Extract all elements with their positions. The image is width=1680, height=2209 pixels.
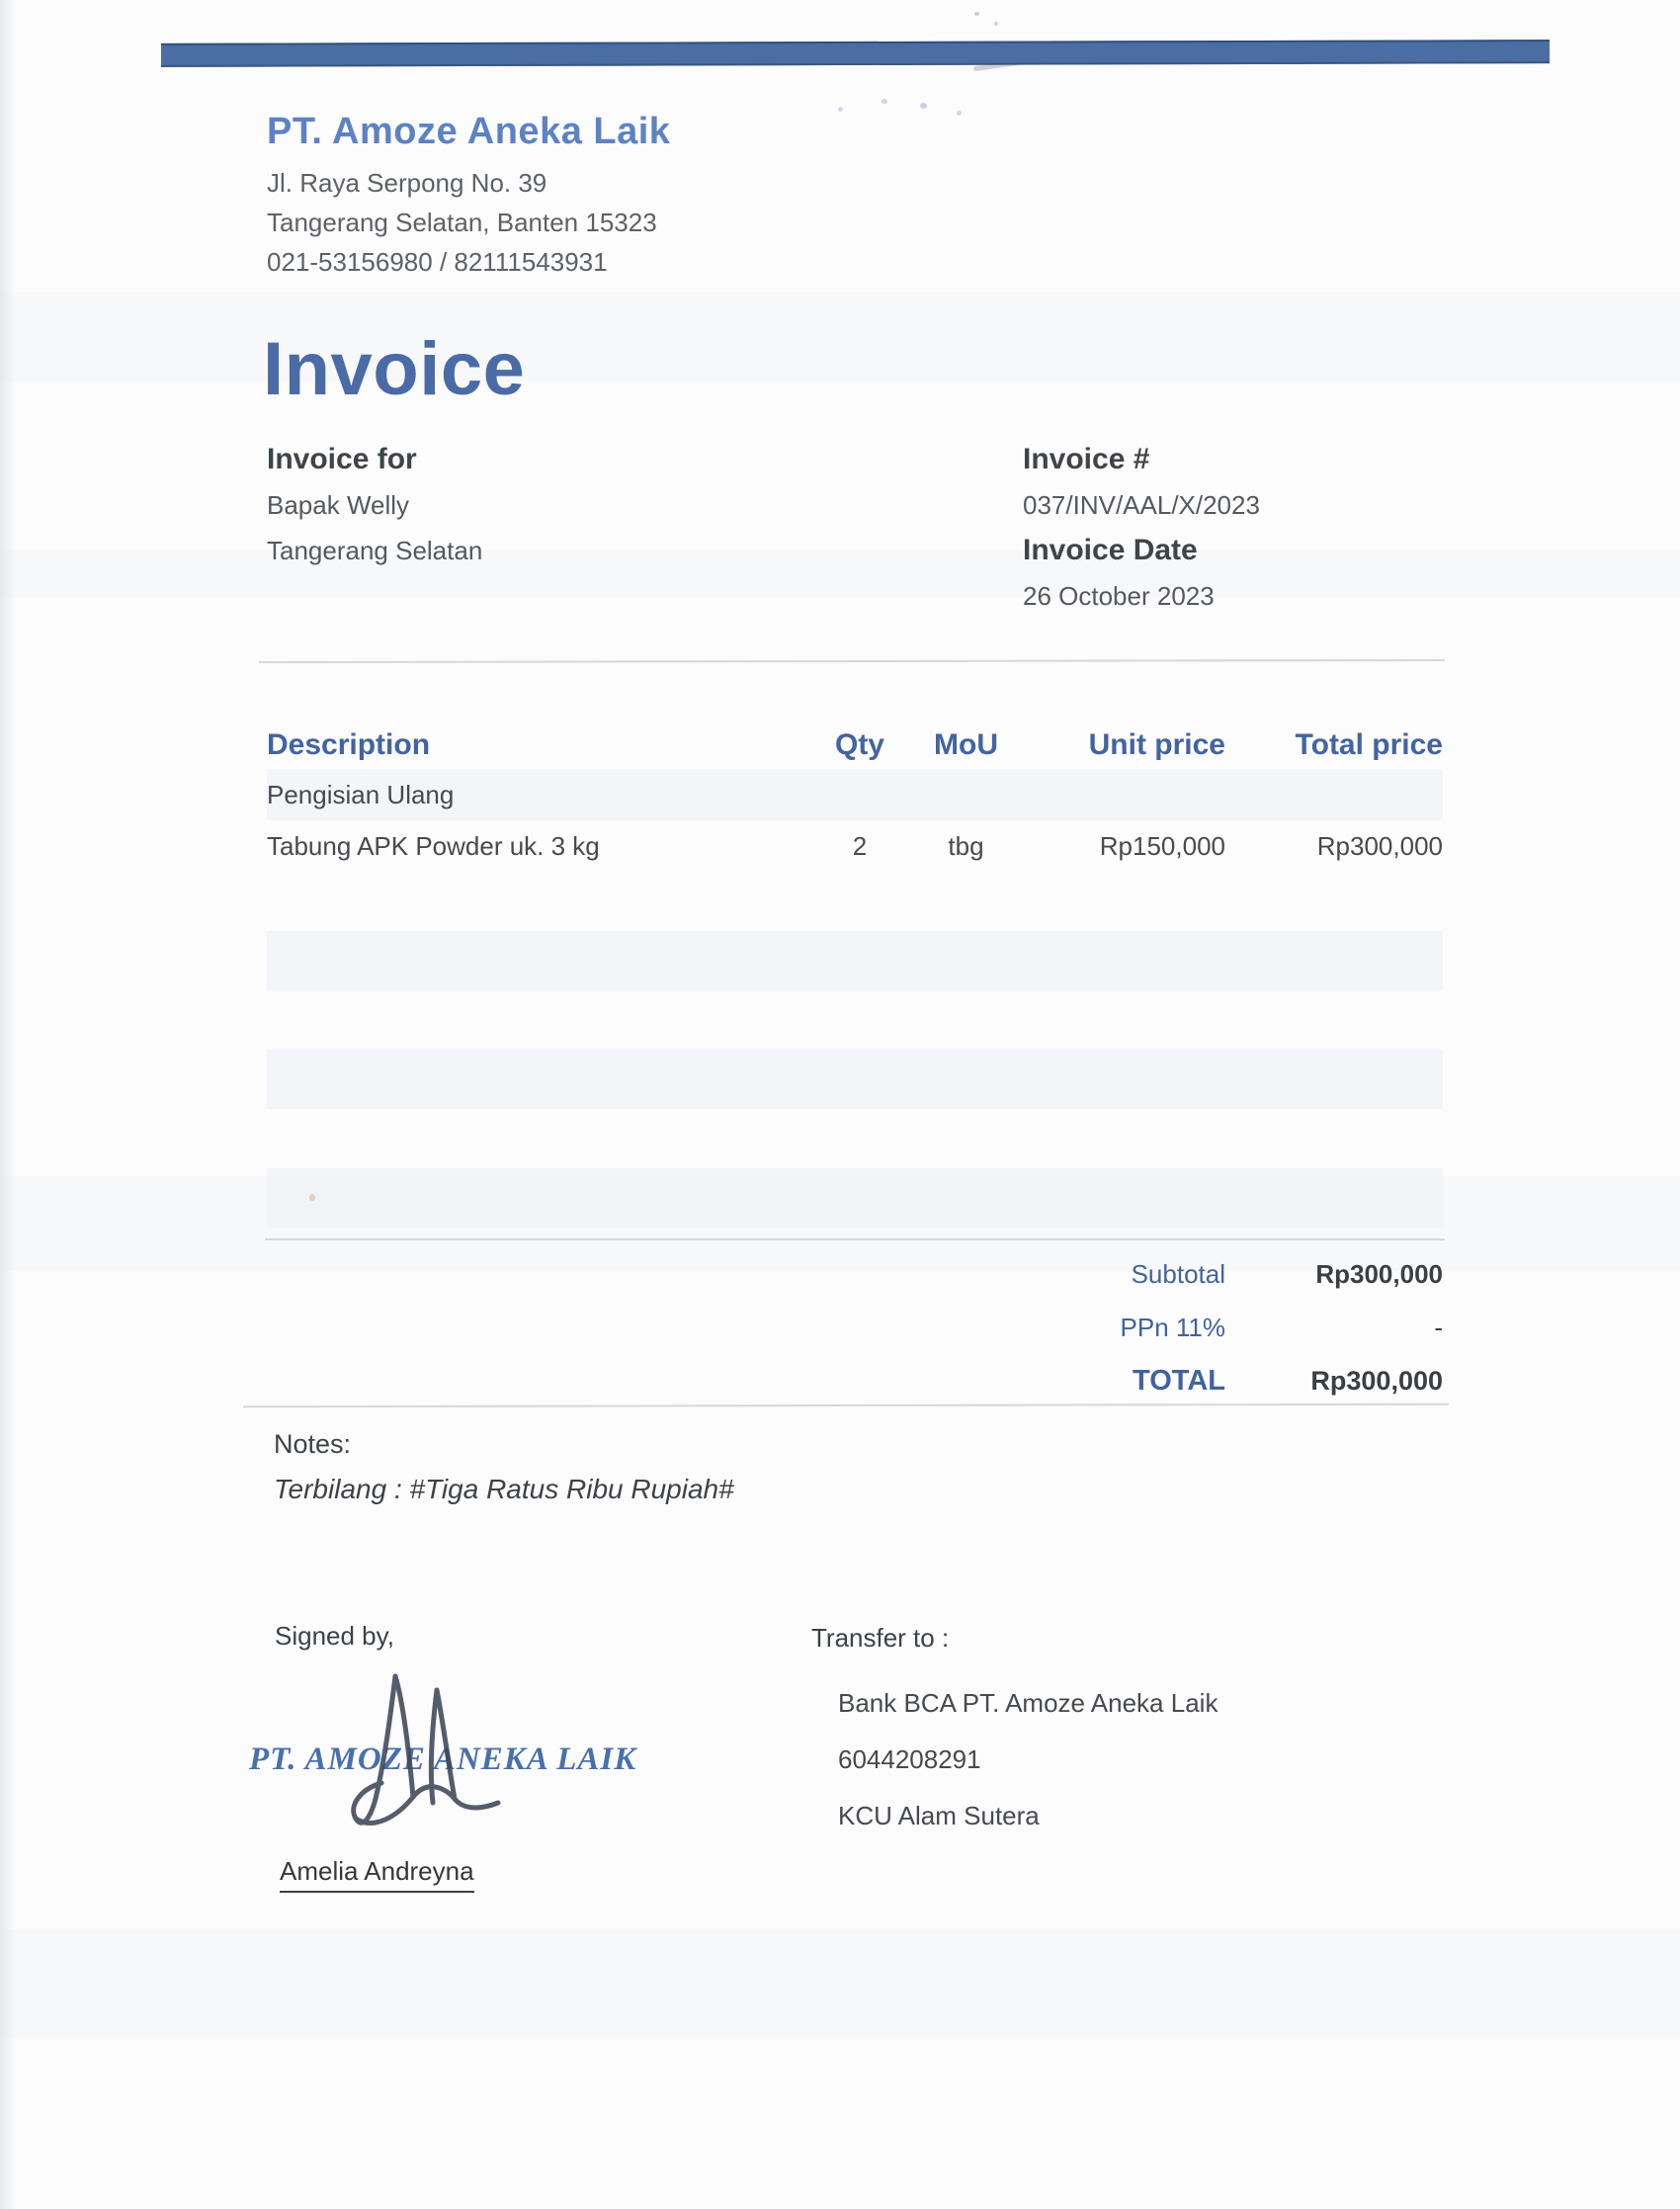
table-empty-row (267, 931, 1443, 990)
subtotal-row (267, 1247, 1443, 1301)
company-stamp-text: PT. AMOZE ANEKA LAIK (249, 1742, 637, 1777)
item-description: Pengisian Ulang (267, 779, 455, 809)
company-phone: 021-53156980 / 82111543931 (267, 247, 608, 277)
tax-row (267, 1301, 1443, 1354)
company-address-line2: Tangerang Selatan, Banten 15323 (267, 208, 657, 237)
scan-speck (994, 22, 998, 26)
column-header-total-price: Total price (1295, 728, 1443, 761)
transfer-block (811, 1623, 1218, 1844)
scan-speck (957, 111, 962, 116)
divider-line (265, 1238, 1445, 1240)
total-label: TOTAL (1133, 1364, 1225, 1397)
item-total-price: Rp300,000 (1316, 830, 1443, 861)
invoice-for-block (267, 437, 482, 573)
scan-speck (882, 99, 887, 104)
transfer-branch: KCU Alam Sutera (838, 1801, 1040, 1830)
item-mou: tbg (948, 830, 984, 861)
notes-block (274, 1429, 734, 1505)
scan-edge-shade (0, 0, 16, 2209)
table-empty-row (267, 1168, 1443, 1228)
column-header-unit-price: Unit price (1088, 728, 1225, 761)
table-row (267, 769, 1443, 820)
invoice-date: 26 October 2023 (1023, 581, 1215, 611)
transfer-to-label: Transfer to : (811, 1623, 950, 1653)
signed-by-label: Signed by, (275, 1621, 394, 1651)
column-header-qty: Qty (834, 728, 884, 761)
invoice-date-label: Invoice Date (1023, 534, 1198, 566)
items-table (267, 722, 1443, 1228)
scan-band (0, 550, 1680, 597)
transfer-account-number: 6044208291 (838, 1744, 981, 1774)
header-accent-bar (161, 40, 1550, 67)
divider-line (259, 659, 1445, 663)
invoice-number: 037/INV/AAL/X/2023 (1023, 490, 1260, 520)
tax-label: PPn 11% (1120, 1312, 1225, 1342)
scan-band (0, 1929, 1680, 2038)
total-row (267, 1354, 1443, 1407)
item-unit-price: Rp150,000 (1099, 830, 1225, 861)
notes-terbilang: Terbilang : #Tiga Ratus Ribu Rupiah# (274, 1474, 734, 1504)
item-qty: 2 (852, 830, 868, 861)
handwritten-signature (334, 1662, 522, 1840)
tax-value: - (1434, 1312, 1443, 1342)
client-name: Bapak Welly (267, 490, 410, 520)
table-row (267, 820, 1443, 872)
scan-band (0, 293, 1680, 382)
column-header-description: Description (267, 728, 431, 761)
table-empty-row (267, 872, 1443, 931)
scan-speck (920, 103, 927, 109)
scan-speck (838, 107, 843, 112)
table-empty-row (267, 1109, 1443, 1168)
notes-label: Notes: (274, 1429, 352, 1459)
total-value: Rp300,000 (1310, 1365, 1443, 1396)
column-header-mou: MoU (934, 728, 998, 761)
subtotal-label: Subtotal (1131, 1258, 1225, 1289)
invoice-meta-block (1023, 437, 1260, 619)
signer-name: Amelia Andreyna (280, 1856, 474, 1893)
company-name: PT. Amoze Aneka Laik (267, 111, 671, 152)
subtotal-value: Rp300,000 (1315, 1258, 1443, 1289)
company-block (267, 111, 670, 282)
transfer-bank: Bank BCA PT. Amoze Aneka Laik (838, 1688, 1218, 1718)
table-empty-row (267, 1050, 1443, 1109)
invoice-title: Invoice (263, 327, 526, 411)
table-empty-row (267, 990, 1443, 1050)
scan-speck (974, 12, 979, 16)
signature-block (247, 1621, 662, 1886)
company-address-line1: Jl. Raya Serpong No. 39 (267, 168, 547, 198)
client-city: Tangerang Selatan (267, 536, 483, 565)
totals-block (267, 1247, 1443, 1407)
item-description: Tabung APK Powder uk. 3 kg (267, 830, 600, 861)
table-header-row (267, 722, 1443, 769)
invoice-number-label: Invoice # (1023, 443, 1150, 475)
invoice-for-label: Invoice for (267, 443, 417, 475)
